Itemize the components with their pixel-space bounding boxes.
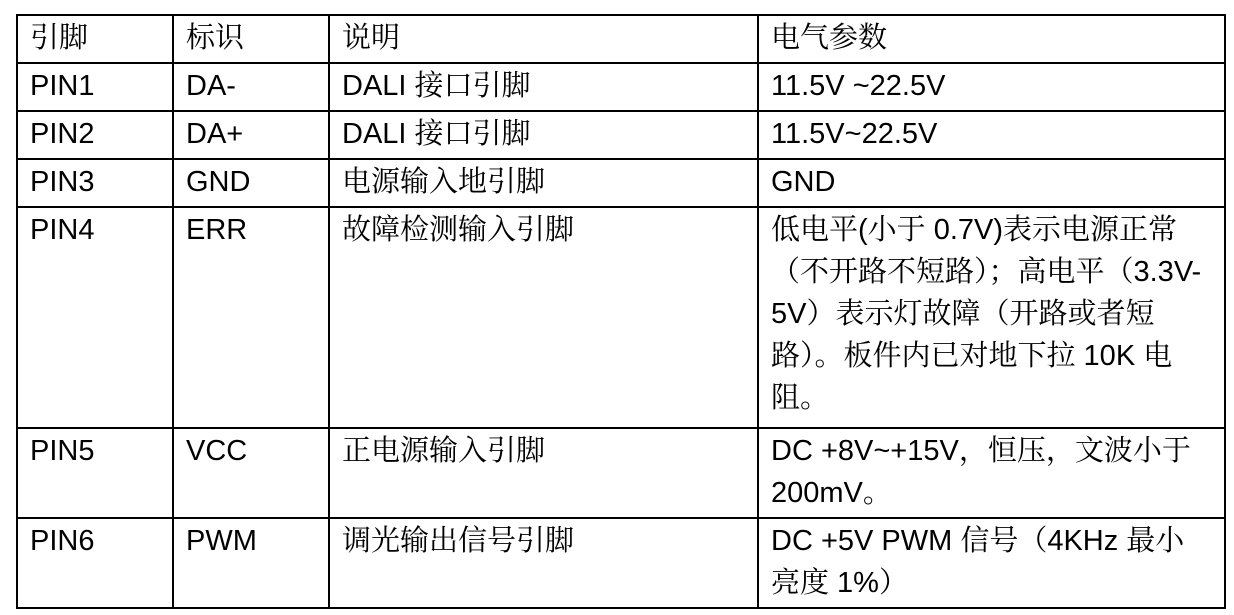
table-row bbox=[17, 518, 1225, 608]
header-pin: 引脚 bbox=[17, 15, 173, 63]
description-cell: 故障检测输入引脚 bbox=[329, 207, 758, 428]
description-cell: DALI 接口引脚 bbox=[329, 63, 758, 111]
pin-definition-table bbox=[16, 14, 1226, 609]
pin-cell: PIN4 bbox=[17, 207, 173, 428]
description-cell: DALI 接口引脚 bbox=[329, 111, 758, 159]
table-row bbox=[17, 111, 1225, 159]
params-cell: GND bbox=[758, 159, 1225, 207]
params-cell: DC +8V~+15V，恒压，文波小于 200mV。 bbox=[758, 428, 1225, 518]
params-cell: 11.5V ~22.5V bbox=[758, 63, 1225, 111]
label-cell: PWM bbox=[173, 518, 329, 608]
table-row bbox=[17, 159, 1225, 207]
table-row bbox=[17, 207, 1225, 428]
pin-cell: PIN1 bbox=[17, 63, 173, 111]
pin-cell: PIN2 bbox=[17, 111, 173, 159]
header-description: 说明 bbox=[329, 15, 758, 63]
pin-cell: PIN6 bbox=[17, 518, 173, 608]
description-cell: 电源输入地引脚 bbox=[329, 159, 758, 207]
label-cell: VCC bbox=[173, 428, 329, 518]
table-header-row bbox=[17, 15, 1225, 63]
params-cell: 11.5V~22.5V bbox=[758, 111, 1225, 159]
description-cell: 正电源输入引脚 bbox=[329, 428, 758, 518]
table-row bbox=[17, 428, 1225, 518]
header-electrical-params: 电气参数 bbox=[758, 15, 1225, 63]
label-cell: ERR bbox=[173, 207, 329, 428]
table-row bbox=[17, 63, 1225, 111]
header-label: 标识 bbox=[173, 15, 329, 63]
params-cell: DC +5V PWM 信号（4KHz 最小亮度 1%） bbox=[758, 518, 1225, 608]
description-cell: 调光输出信号引脚 bbox=[329, 518, 758, 608]
pin-cell: PIN5 bbox=[17, 428, 173, 518]
label-cell: GND bbox=[173, 159, 329, 207]
label-cell: DA- bbox=[173, 63, 329, 111]
params-cell: 低电平(小于 0.7V)表示电源正常（不开路不短路）；高电平（3.3V-5V）表示灯故障（开路或者短路）。板件内已对地下拉 10K 电阻。 bbox=[758, 207, 1225, 428]
pin-cell: PIN3 bbox=[17, 159, 173, 207]
label-cell: DA+ bbox=[173, 111, 329, 159]
